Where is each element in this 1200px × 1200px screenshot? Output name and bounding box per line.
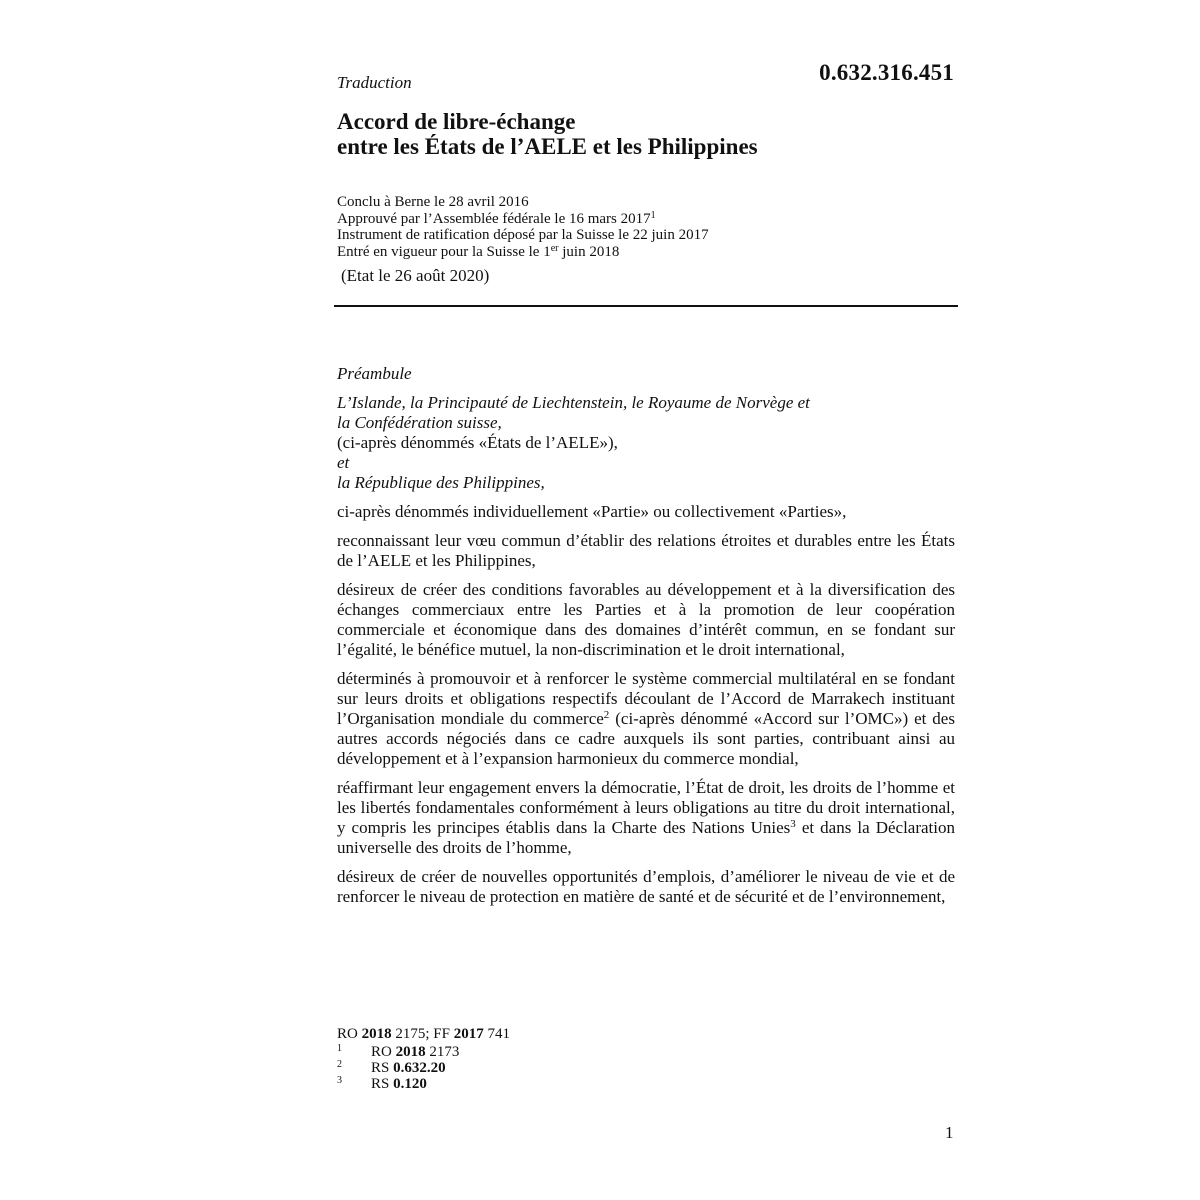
meta-conclu: Conclu à Berne le 28 avril 2016 [337,194,529,210]
et-conjunction: et [337,453,350,472]
meta-entree-vigueur [337,244,709,261]
footnote-suffix: 2173 [425,1044,460,1060]
meta-approuve [337,211,709,228]
traduction-label: Traduction [337,73,412,92]
paragraph-parties: ci-après dénommés individuellement «Partie» ou collectivement «Parties», [337,502,847,521]
preamble-body [337,364,955,916]
meta-entree-sup: er [550,242,559,254]
paragraph-reaffirmant [337,778,955,858]
meta-instrument: Instrument de ratification déposé par la Suisse le 22 juin 2017 [337,227,709,243]
p2-line-1: reconnaissant leur vœu commun d’établir des relations étroites et durables entre les [337,531,916,550]
p6-line-3: l’environnement, [828,887,946,906]
p4-line-3b: (ci-après dénommé «Accord sur [609,709,839,728]
footnote-number: 3 [337,1075,342,1086]
p4-line-1: déterminés à promouvoir et à renforcer le système commercial multilatéral en se [337,669,898,688]
footnote-bold: 2018 [395,1044,426,1060]
p4-line-2: fondant sur leurs droits et obligations respectifs découlant de l’Accord de Marrakech [337,669,955,708]
p3-line-3: commerciale et économique dans des domaines d’intérêt commun, en se fondant sur [337,620,955,639]
footnote-ref-3: 3 [790,818,796,830]
etat-date: (Etat le 26 août 2020) [341,266,490,285]
p4-line-3: instituant l’Organisation mondiale du commerce [337,689,955,728]
p2-line-2: États de l’AELE et les Philippines, [337,531,956,570]
footnote-prefix: RS [371,1076,394,1092]
meta-entree-post: juin 2018 [558,243,620,260]
ro-year: 2018 [361,1026,392,1042]
republique-philippines: la République des Philippines, [337,473,545,492]
footnote-text [371,1060,446,1076]
meta-entree-pre: Entré en vigueur pour la Suisse le 1 [337,243,551,260]
ro-page: 2175; FF [391,1026,454,1042]
p5-line-1: réaffirmant leur engagement envers la démocratie, l’État de droit, les droits de [337,778,873,797]
footnotes [337,1026,510,1092]
footnote-ref-1: 1 [650,209,656,221]
paragraph-determines [337,669,955,769]
page-number: 1 [945,1123,954,1142]
meta-approuve-text: Approuvé par l’Assemblée fédérale le 16 mars 2017 [337,210,651,227]
p3-line-4: l’égalité, le bénéfice mutuel, la non-discrimination et le droit international, [337,640,845,659]
header-rule [334,305,958,307]
paragraph-desireux-emplois [337,867,955,907]
parties-line-2: la Confédération suisse, [337,413,502,432]
preambule-heading: Préambule [337,364,412,383]
document-title [337,109,758,159]
footnote-ref-2: 2 [603,709,610,721]
footnote-prefix: RO [371,1044,396,1060]
footnote-text [371,1044,459,1060]
denommes-aele: (ci-après dénommés «États de l’AELE»), [337,433,618,452]
title-line-1: Accord de libre-échange [337,109,576,134]
paragraph-reconnaissant [337,531,955,571]
footnote-text [371,1076,427,1092]
footnote-number: 1 [337,1043,342,1054]
rs-number: 0.632.316.451 [819,60,954,85]
p4-line-5: contribuant ainsi au développement et à l’expansion harmonieux du commerce [337,729,956,768]
ff-year: 2017 [453,1026,484,1042]
p3-line-1: désireux de créer des conditions favorables au développement et à la diversification [337,580,927,599]
p5-line-4: et dans la Déclaration universelle des droits de l’homme, [337,818,955,857]
footnote-3 [337,1076,510,1092]
footnote-bold: 0.632.20 [393,1060,446,1076]
p5-line-3: droit international, y compris les principes établis dans la Charte des Nations Unies [337,798,955,837]
ff-page: 741 [483,1026,510,1042]
p4-line-4: l’OMC») et des autres accords négociés dans ce cadre auxquels ils sont parties, [337,709,955,748]
footnote-prefix: RS [371,1060,394,1076]
title-line-2: entre les États de l’AELE et les Philippines [337,134,758,159]
p6-line-2: et de renforcer le niveau de protection en matière de santé et de sécurité et de [337,867,955,906]
footnote-number: 2 [337,1059,342,1070]
p6-line-1: désireux de créer de nouvelles opportunités d’emplois, d’améliorer le niveau de vie [337,867,916,886]
ro-prefix: RO [337,1026,362,1042]
paragraph-desireux-conditions [337,580,955,660]
parties-line-1: L’Islande, la Principauté de Liechtenstein, le Royaume de Norvège et [337,393,810,412]
p4-line-6: mondial, [738,749,799,768]
document-metadata [337,194,709,260]
footnote-bold: 0.120 [393,1076,427,1092]
p5-line-2: l’homme et les libertés fondamentales conformément à leurs obligations au titre du [337,778,955,817]
p3-line-2: des échanges commerciaux entre les Parties et à la promotion de leur coopération [337,580,955,619]
